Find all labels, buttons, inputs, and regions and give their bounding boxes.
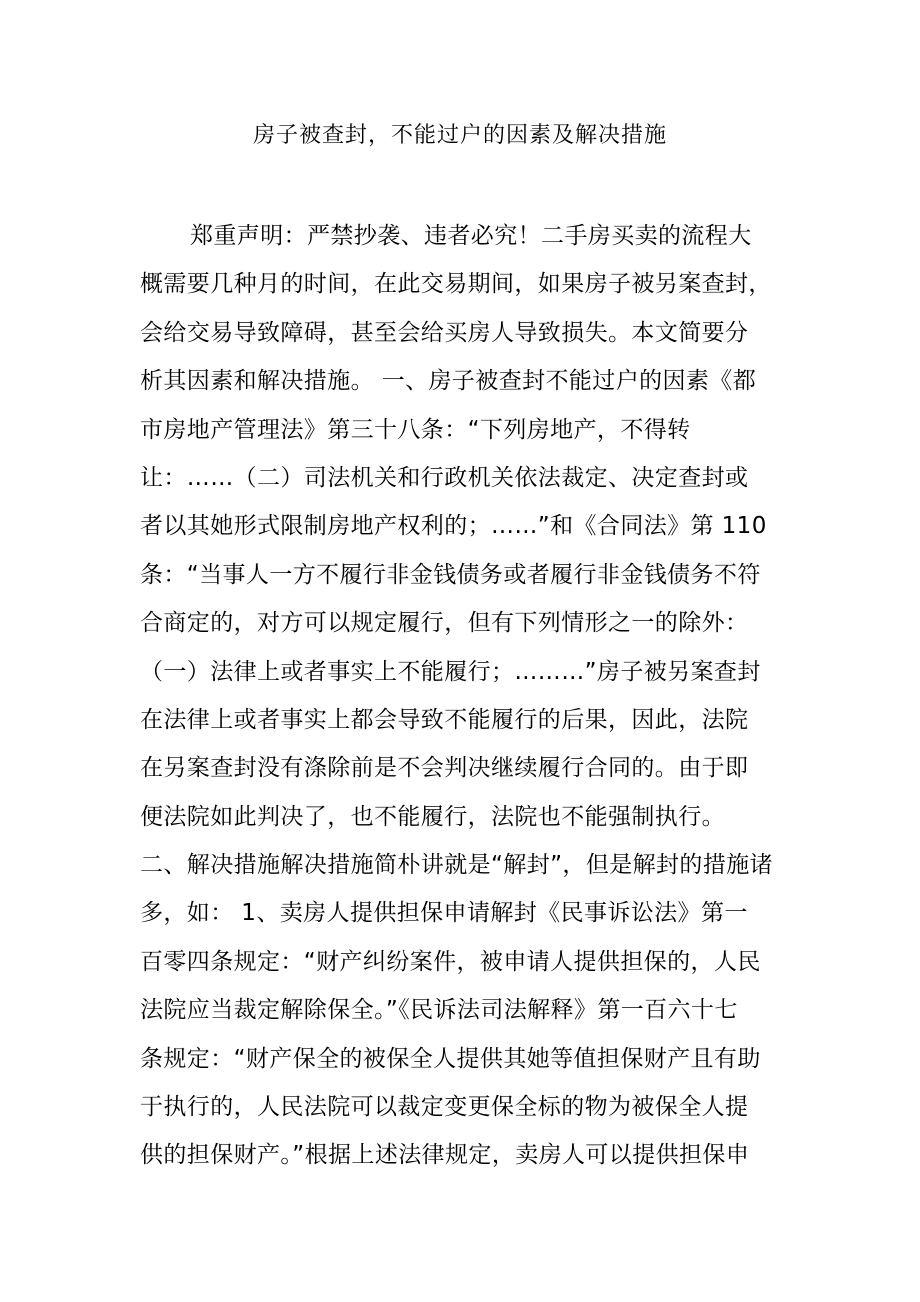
body-line: 者以其她形式限制房地产权利的；……”和《合同法》第 110 xyxy=(140,513,767,540)
body-line: 概需要几种月的时间，在此交易期间，如果房子被另案查封， xyxy=(140,271,772,298)
body-line: 二、解决措施解决措施简朴讲就是“解封”，但是解封的措施诸 xyxy=(140,852,774,879)
body-line: 在法律上或者事实上都会导致不能履行的后果，因此，法院 xyxy=(140,706,749,733)
body-line: 市房地产管理法》第三十八条：“下列房地产，不得转 xyxy=(140,416,691,443)
document-title: 房子被查封，不能过户的因素及解决措施 xyxy=(252,123,667,148)
body-line: 于执行的，人民法院可以裁定变更保全标的物为被保全人提 xyxy=(140,1094,749,1121)
body-line: 法院应当裁定解除保全。”《民诉法司法解释》第一百六十七 xyxy=(140,997,738,1024)
document-body xyxy=(140,212,785,1180)
body-line: 合商定的，对方可以规定履行，但有下列情形之一的除外： xyxy=(140,610,749,637)
body-line: 会给交易导致障碍，甚至会给买房人导致损失。本文简要分 xyxy=(140,319,749,346)
body-line: 在另案查封没有涤除前是不会判决继续履行合同的。由于即 xyxy=(140,755,749,782)
body-line: 郑重声明：严禁抄袭、违者必究！二手房买卖的流程大 xyxy=(190,223,752,249)
body-line: 多，如： 1、卖房人提供担保申请解封《民事诉讼法》第一 xyxy=(140,900,748,927)
body-line: 便法院如此判决了，也不能履行，法院也不能强制执行。 xyxy=(140,803,725,830)
body-line: 让：……（二）司法机关和行政机关依法裁定、决定查封或 xyxy=(140,464,749,491)
body-line: 析其因素和解决措施。 一、房子被查封不能过户的因素《都 xyxy=(140,368,757,395)
body-line: 百零四条规定：“财产纠纷案件，被申请人提供担保的，人民 xyxy=(140,948,761,975)
body-line: 条规定：“财产保全的被保全人提供其她等值担保财产且有助 xyxy=(140,1045,761,1072)
body-line: 供的担保财产。”根据上述法律规定，卖房人可以提供担保申 xyxy=(140,1142,750,1169)
body-line: （一）法律上或者事实上不能履行；………”房子被另案查封 xyxy=(140,658,761,685)
body-line: 条：“当事人一方不履行非金钱债务或者履行非金钱债务不符 xyxy=(140,561,761,588)
